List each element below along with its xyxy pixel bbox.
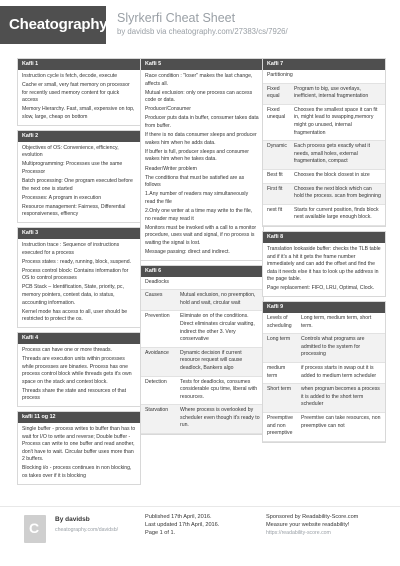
paragraph: If buffer is full, producer sleeps and consumer wakes him when he takes data. [145,148,249,163]
table-row [141,347,263,376]
page-footer [0,506,400,566]
table-row [263,313,385,334]
column-2 [140,58,264,439]
row-key: Best fit [263,169,290,183]
paragraph: Process can have one or more threads. [22,346,113,353]
paragraph: Resource management: Fairness, Differential responsiveness, effiency [22,203,126,218]
scheduling-table [263,313,385,442]
paragraph: Instruction trace : Sequence of instructions executed for a process [22,241,120,256]
sheet-url-link[interactable]: cheatography.com/27383/cs/7926/ [168,27,288,36]
row-value: Chooses the next block which can hold the process. scan from beginning [290,183,385,204]
deadlocks-table [141,277,263,435]
section-kafli-11-12 [17,411,141,485]
paragraph: Batch processing: One program executed before the next one is started [22,177,133,192]
paragraph: 2.Only one writer at a time may write to the file, no reader may read it [145,208,253,222]
paragraph: Mutual exclusion: only one process can access code or data. [145,89,253,104]
table-row [263,183,385,204]
row-key: Dynamic [263,141,290,170]
paragraph: Message passing: direct and indirect. [145,248,230,255]
section-title: Kafli 3 [18,228,140,239]
publication-info [145,513,219,538]
row-key: Prevention [141,311,176,347]
paragraph: Reader/Writer problem [145,165,197,172]
column-3 [262,58,386,447]
paragraph: Cache er small, very fast memory on processor for recently used memory content for quick access [22,82,130,104]
paragraph: Processes: A program in execution [22,194,102,201]
row-value: Chooses the smallest space it can fit in, might lead to swapping,memory might go unused, internal fragmentation [290,104,385,140]
table-row [263,104,385,140]
paragraph: Instruction cycle is fetch, decode, execute [22,73,118,79]
row-value: Where process is overlooked by scheduler even though it's ready to run. [176,405,263,434]
row-key: next fit [263,204,290,225]
section-title: Kafli 1 [18,59,140,70]
section-kafli-2 [17,130,141,223]
paragraph: Multiprogramming: Processes use the same Processor [22,161,123,175]
page-title: Slyrkerfi Cheat Sheet [117,11,236,25]
paragraph: Threads share the state and resources of that process [22,387,127,402]
row-key: medium term [263,362,297,383]
byline-via: via [156,27,167,36]
row-value: if process starts in swap out it is added to medium term scheduler [297,362,385,383]
paragraph: Single buffer - process writes to buffer than has to wait for I/O to write and reverse; Double buffer - Process can write to one buffer and read another, don't have to wait. Circular buffer uses more than 2 buffers. [22,426,136,463]
row-value: Preemtive can take resources, non preemptive can not [297,412,385,441]
row-key: Long term [263,334,297,363]
row-value: Program to big, use overlays, inefficient, internal fragmentation [290,83,385,104]
table-row [263,204,385,225]
table-row [263,141,385,170]
paragraph: Blocking i/o - process continues in non blocking, os takes over if it is blocking [22,465,132,480]
section-kafli-5 [140,58,264,261]
table-row [263,83,385,104]
section-kafli-7 [262,58,386,227]
table-intro: Partitioning [263,70,385,83]
sponsor-name: Sponsored by Readability-Score.com [266,514,359,520]
author-link[interactable]: davidsb [127,27,155,36]
footer-author: By davidsb [55,516,90,523]
section-title: Kafli 4 [18,333,140,344]
paragraph: Page replacement: FIFO, LRU, Optimal, Clock. [267,285,375,292]
updated-date: Last updated 17th April, 2016. [145,522,220,529]
row-value: Long term, medium term, short term. [297,313,385,334]
section-title: Kafli 7 [263,59,385,70]
table-intro: Deadlocks [141,277,263,290]
section-title: Kafli 6 [141,266,263,277]
byline [117,27,288,36]
section-kafli-8 [262,231,386,297]
table-row [141,290,263,311]
section-title: Kafli 2 [18,131,140,142]
paragraph: Translation lookaside buffer: checks the TLB table and if it's a hit it gets the frame number immediately and can add the offset and find the data it needs else it has to look up the address in the page table. [267,245,381,283]
page-number: Page 1 of 1. [145,530,176,537]
section-title: Kafli 9 [263,302,385,313]
paragraph: Memory Hierarchy. Fast, small, expensive on top, slow, large, cheap on bottom [22,106,135,120]
column-1 [17,58,141,489]
paragraph: Monitors must be invoked with a call to a monitor procedure, uses wait and signal, if no process is waiting the signal is lost. [145,224,257,246]
row-key: Short term [263,384,297,413]
table-row [141,405,263,434]
row-key: Preemptive and non preemptive [263,412,297,441]
row-value: Tests for deadlocks, consumes considerable cpu time, liberal with resources. [176,376,263,405]
section-kafli-6 [140,265,264,436]
paragraph: Threads are execution units within processes while processes are binaries. Process has one process control block while threads gets it's own space on the stack and context block. [22,355,132,385]
avatar[interactable] [24,515,46,543]
section-title: Kafli 5 [141,59,263,70]
cheatography-logo[interactable] [0,6,106,44]
row-value: Starts for current position, finds block next available large enough block. [290,204,385,225]
row-value: Chooses the block closest in size [290,169,385,183]
table-row [263,412,385,441]
row-key: Fixed unequal [263,104,290,140]
author-url-link[interactable]: cheatography.com/davidsb/ [55,527,119,533]
section-title: kafli 11 og 12 [18,412,140,423]
row-key: Levels of scheduling [263,313,297,334]
row-value: Eliminate on of the conditions. Direct eliminates circular waiting, indirect the other 3. Very conservative [176,311,263,347]
table-row [141,376,263,405]
sponsor-url-link[interactable]: https://readability-score.com [266,530,331,537]
paragraph: Race condition : "loser" makes the last change, affects all. [145,73,253,87]
paragraph: The conditions that must be satisfied are as follows [145,174,245,189]
table-row [263,169,385,183]
row-key: Fixed equal [263,83,290,104]
sponsor-info [266,513,358,538]
sponsor-tagline: Measure your website readability! [266,522,350,529]
page-header [0,0,400,56]
paragraph: Process control block: Contains information for OS to control processes [22,267,129,282]
paragraph: Producer puts data in buffer, consumer takes data from buffer. [145,115,259,130]
published-date: Published 17th April, 2016. [145,514,212,520]
section-kafli-3 [17,227,141,328]
row-value: Each process gets exactly what it needs, small holes, external fragmentation, compact [290,141,385,170]
paragraph: 1.Any number of readers may simultaneously read the file [145,191,249,205]
row-value: Mutual exclusion, no preemption, hold and wait, circular wait [176,290,263,311]
section-kafli-1 [17,58,141,126]
paragraph: Kernel mode has access to all, user should be restricted to protect the os. [22,308,128,323]
paragraph: Process states : ready, running, block, suspend. [22,258,132,265]
row-value: when program becomes a process it is added to the short term scheduler [297,384,385,413]
paragraph: PCB Stack – Identification, State, priority, pc, memory pointers, context data, io status, accounting information. [22,284,124,306]
table-row [263,334,385,363]
row-key: Causes [141,290,176,311]
row-value: Controls what programs are admitted to the system for processing [297,334,385,363]
partitioning-table [263,70,385,226]
paragraph: If there is no data consumer sleeps and producer wakes him when he adds data. [145,132,257,146]
row-key: Detection [141,376,176,405]
avatar-letter: C [29,520,40,536]
section-title: Kafli 8 [263,232,385,243]
byline-prefix: by [117,27,126,36]
paragraph: Producer/Consumer [145,106,191,113]
table-row [263,362,385,383]
row-key: Starvation [141,405,176,434]
paragraph: Objectives of OS: Convenience, efficiency, evolution [22,144,119,159]
logo-text: Cheatography [9,16,108,33]
section-kafli-4 [17,332,141,407]
row-key: Avoidance [141,347,176,376]
row-key: First fit [263,183,290,204]
table-row [263,384,385,413]
table-row [141,311,263,347]
row-value: Dynamic decision if current resource request will cause deadlock, Bankers algo [176,347,263,376]
section-kafli-9 [262,301,386,443]
